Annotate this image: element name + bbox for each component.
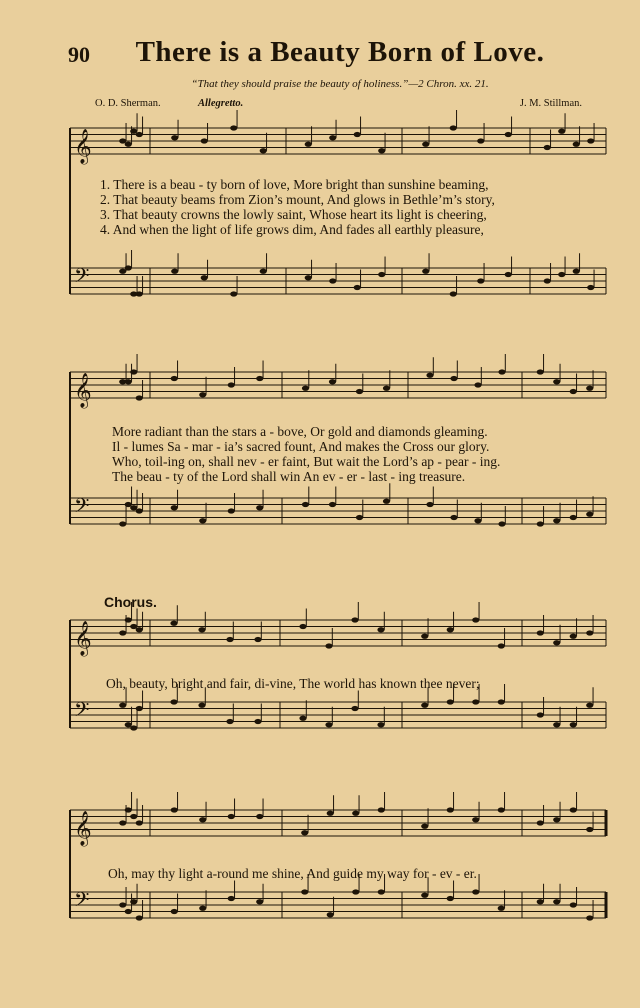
tempo-marking: Allegretto. [198,98,244,109]
note-head [354,285,361,290]
note-head [426,373,433,378]
note-head [354,132,361,137]
note-head [570,902,577,907]
note-head [553,899,560,904]
note-head [421,634,428,639]
note-head [136,627,143,632]
note-head [228,508,235,513]
note-head [447,699,454,704]
note-head [498,906,505,911]
note-head [498,369,505,374]
note-head [171,269,178,274]
chorus-line-1: Oh, beauty, bright and fair, di-vine, The world has known thee never; [106,676,480,691]
note-head [136,820,143,825]
note-head [422,269,429,274]
note-head [537,712,544,717]
bass-clef: 𝄢 [74,888,90,916]
note-head [421,824,428,829]
note-head [325,722,332,727]
note-head [378,272,385,277]
note-head [228,814,235,819]
note-head [472,817,479,822]
verse-4-line-1: 4. And when the light of life grows dim, And fades all earthly pleasure, [100,222,484,237]
note-head [226,637,233,642]
note-head [586,630,593,635]
note-head [553,379,560,384]
note-head [553,817,560,822]
note-head [570,807,577,812]
note-head [474,382,481,387]
note-head [450,515,457,520]
note-head [352,811,359,816]
note-head [199,392,206,397]
note-head [199,518,206,523]
chorus-line-2: Oh, may thy light a-round me shine, And guide my way for - ev - er. [108,866,477,881]
note-head [119,630,126,635]
note-head [198,627,205,632]
verse-2-line-1: 2. That beauty beams from Zion’s mount, And glows in Bethle’m’s story, [100,192,495,207]
note-head [136,395,143,400]
hymn-title: There is a Beauty Born of Love. [135,36,545,68]
note-head [426,502,433,507]
scripture-epigraph: “That they should praise the beauty of holiness.”—2 Chron. xx. 21. [191,78,489,90]
treble-clef: 𝄞 [74,129,92,164]
note-head [586,915,593,920]
note-head [573,269,580,274]
note-head [125,265,132,270]
verse-3-line-1: 3. That beauty crowns the lowly saint, Whose heart its light is cheering, [100,207,487,222]
note-head [570,515,577,520]
note-head [587,138,594,143]
note-head [119,820,126,825]
note-head [505,132,512,137]
note-head [447,807,454,812]
page-number: 90 [68,42,90,67]
composer-credit: J. M. Stillman. [519,98,582,109]
note-head [586,512,593,517]
note-head [356,389,363,394]
note-head [327,811,334,816]
note-head [119,703,126,708]
note-head [201,275,208,280]
note-head [329,502,336,507]
note-head [171,807,178,812]
note-head [130,725,137,730]
note-head [472,889,479,894]
note-head [498,699,505,704]
verse-3-line-2: Who, toil-ing on, shall nev - er faint, But wait the Lord’s ap - pear - ing. [112,454,501,469]
note-head [260,148,267,153]
note-head [570,389,577,394]
note-head [477,278,484,283]
note-head [383,499,390,504]
note-head [171,909,178,914]
note-head [125,807,132,812]
note-head [302,386,309,391]
bass-clef: 𝄢 [74,264,90,292]
note-head [130,814,137,819]
note-head [256,376,263,381]
note-head [472,699,479,704]
note-head [125,142,132,147]
note-head [230,291,237,296]
note-head [553,640,560,645]
note-head [170,699,177,704]
note-head [378,148,385,153]
note-head [537,369,544,374]
note-head [587,285,594,290]
note-head [450,125,457,130]
note-head [377,722,384,727]
note-head [586,827,593,832]
note-head [558,272,565,277]
verse-1-line-2: More radiant than the stars a - bove, Or gold and diamonds gleaming. [112,424,488,439]
note-head [171,505,178,510]
note-head [553,518,560,523]
note-head [130,369,137,374]
note-head [125,379,132,384]
note-head [477,138,484,143]
note-head [228,382,235,387]
note-head [305,275,312,280]
note-head [498,521,505,526]
note-head [325,643,332,648]
note-head [301,830,308,835]
bass-clef: 𝄢 [74,698,90,726]
note-head [351,617,358,622]
note-head [201,138,208,143]
note-head [558,129,565,134]
treble-clef: 𝄞 [74,373,92,408]
note-head [544,278,551,283]
note-head [136,508,143,513]
note-head [305,142,312,147]
note-head [125,909,132,914]
note-head [356,515,363,520]
note-head [573,142,580,147]
note-head [119,521,126,526]
treble-clef: 𝄞 [74,621,92,656]
verse-4-line-2: The beau - ty of the Lord shall win An ev - er - last - ing treasure. [112,469,466,484]
note-head [378,889,385,894]
note-head [498,807,505,812]
note-head [537,521,544,526]
note-head [136,706,143,711]
chorus-label: Chorus. [104,594,157,610]
note-head [198,703,205,708]
note-head [421,703,428,708]
note-head [586,703,593,708]
note-head [422,142,429,147]
note-head [472,617,479,622]
note-head [377,627,384,632]
note-head [119,902,126,907]
note-head [351,706,358,711]
note-head [329,135,336,140]
note-head [447,896,454,901]
note-head [505,272,512,277]
note-head [136,132,143,137]
note-head [378,807,385,812]
note-head [352,889,359,894]
note-head [329,278,336,283]
note-head [299,624,306,629]
note-head [226,719,233,724]
note-head [570,634,577,639]
note-head [421,893,428,898]
note-head [553,722,560,727]
note-head [228,896,235,901]
note-head [136,915,143,920]
note-head [329,379,336,384]
note-head [256,899,263,904]
note-head [301,889,308,894]
note-head [254,637,261,642]
note-head [125,617,132,622]
note-head [256,505,263,510]
note-head [260,269,267,274]
note-head [450,376,457,381]
treble-clef: 𝄞 [74,811,92,846]
note-head [537,899,544,904]
clefs [74,129,92,916]
note-head [199,817,206,822]
note-head [254,719,261,724]
note-head [299,716,306,721]
note-head [256,814,263,819]
note-head [327,912,334,917]
bass-clef: 𝄢 [74,494,90,522]
staff-lines [70,128,606,918]
verse-2-line-2: Il - lumes Sa - mar - ia’s sacred fount, And makes the Cross our glory. [112,439,490,454]
note-head [302,502,309,507]
note-head [199,906,206,911]
note-head [537,630,544,635]
note-head [136,291,143,296]
note-head [383,386,390,391]
note-head [171,376,178,381]
note-head [586,386,593,391]
note-head [130,899,137,904]
note-head [570,722,577,727]
note-head [447,627,454,632]
lyricist-credit: O. D. Sherman. [95,98,161,109]
note-head [170,621,177,626]
note-head [474,518,481,523]
note-head [537,820,544,825]
verse-1-line-1: 1. There is a beau - ty born of love, More bright than sunshine beaming, [100,177,489,192]
note-head [171,135,178,140]
note-head [498,643,505,648]
note-head [450,291,457,296]
note-head [544,145,551,150]
note-head [230,125,237,130]
